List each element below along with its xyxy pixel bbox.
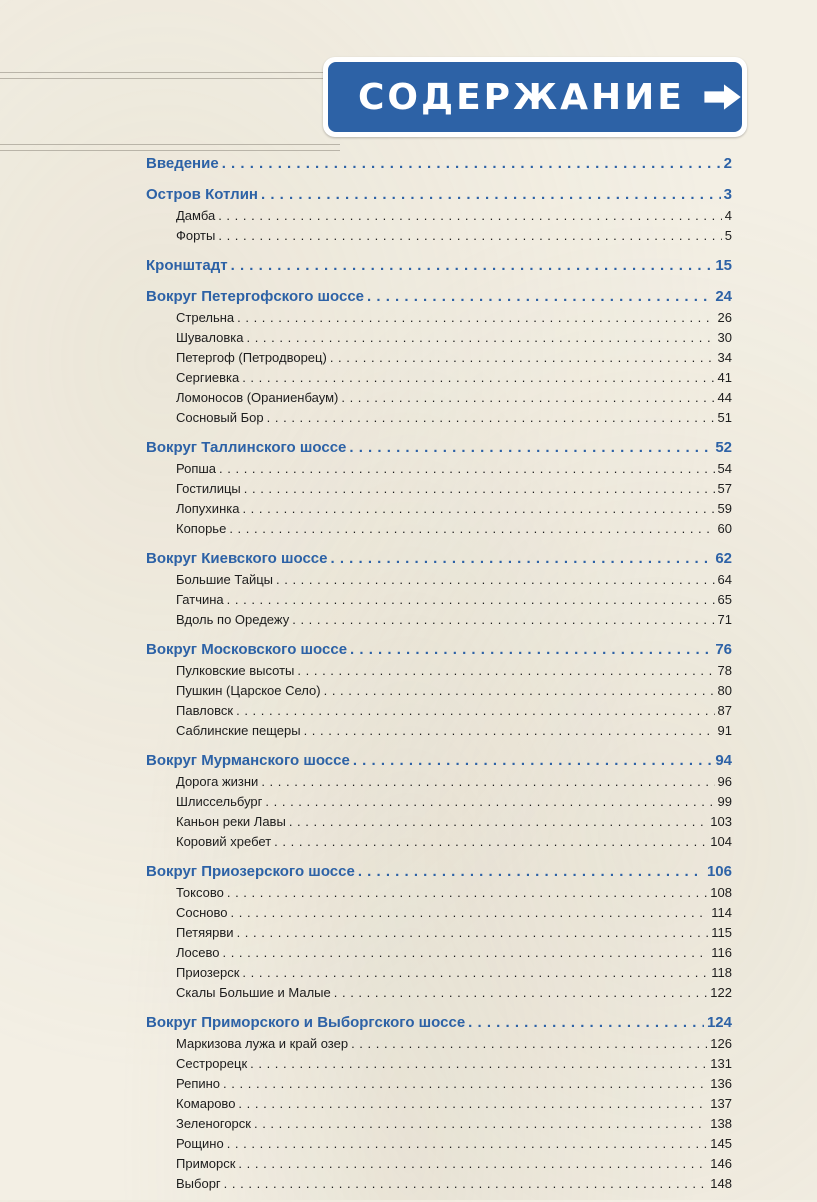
toc-entry[interactable]: [146, 408, 732, 428]
dot-leader: [231, 254, 713, 277]
dot-leader: [292, 610, 714, 630]
dot-leader: [350, 638, 712, 661]
toc-entry[interactable]: [146, 1074, 732, 1094]
toc-entry[interactable]: [146, 519, 732, 539]
section-page-number: 124: [706, 1014, 732, 1031]
entry-title: Саблинские пещеры: [176, 723, 301, 738]
entry-page-number: 5: [724, 228, 732, 243]
entry-page-number: 103: [710, 814, 732, 829]
dot-leader: [238, 1094, 707, 1114]
toc-section: [146, 860, 732, 1003]
dot-leader: [224, 1174, 708, 1194]
entry-page-number: 65: [717, 592, 732, 607]
dot-leader: [238, 1154, 707, 1174]
toc-entry[interactable]: [146, 1154, 732, 1174]
entry-page-number: 104: [710, 834, 732, 849]
toc-entry[interactable]: [146, 348, 732, 368]
entry-title: Дамба: [176, 208, 216, 223]
entry-page-number: 57: [717, 481, 732, 496]
toc-entry[interactable]: [146, 308, 732, 328]
toc-section: [146, 547, 732, 630]
dot-leader: [367, 285, 712, 308]
entry-page-number: 122: [710, 985, 732, 1000]
entry-page-number: 108: [710, 885, 732, 900]
toc-section: [146, 436, 732, 539]
dot-leader: [242, 499, 714, 519]
entry-page-number: 138: [710, 1116, 732, 1131]
toc-section-heading[interactable]: [146, 638, 732, 661]
entry-title: Шуваловка: [176, 330, 244, 345]
entry-title: Лосево: [176, 945, 220, 960]
entry-page-number: 118: [711, 965, 732, 980]
toc-entry[interactable]: [146, 721, 732, 741]
dot-leader: [297, 661, 714, 681]
dot-leader: [227, 1134, 708, 1154]
dot-leader: [274, 832, 707, 852]
section-page-number: 2: [723, 155, 732, 172]
toc-entry[interactable]: [146, 772, 732, 792]
toc-entry[interactable]: [146, 812, 732, 832]
toc-section-heading[interactable]: [146, 183, 732, 206]
toc-section-heading[interactable]: [146, 152, 732, 175]
section-title: Вокруг Петергофского шоссе: [146, 288, 365, 305]
entry-title: Форты: [176, 228, 216, 243]
dot-leader: [261, 772, 714, 792]
section-title: Вокруг Приозерского шоссе: [146, 863, 355, 880]
toc-section-heading[interactable]: [146, 254, 732, 277]
contents-sign: [323, 57, 747, 137]
entry-title: Токсово: [176, 885, 224, 900]
toc-section-heading[interactable]: [146, 860, 732, 883]
toc-entry[interactable]: [146, 701, 732, 721]
entry-page-number: 145: [710, 1136, 732, 1151]
entry-page-number: 131: [710, 1056, 732, 1071]
toc-entry[interactable]: [146, 943, 732, 963]
dot-leader: [250, 1054, 707, 1074]
dot-leader: [246, 328, 714, 348]
dot-leader: [324, 681, 715, 701]
dot-leader: [334, 983, 708, 1003]
entry-title: Гостилицы: [176, 481, 241, 496]
entry-page-number: 146: [710, 1156, 732, 1171]
dot-leader: [218, 226, 721, 246]
entry-title: Шлиссельбург: [176, 794, 263, 809]
entry-title: Приморск: [176, 1156, 236, 1171]
entry-title: Гатчина: [176, 592, 224, 607]
dot-leader: [236, 701, 714, 721]
dot-leader: [358, 860, 704, 883]
dot-leader: [267, 408, 715, 428]
entry-page-number: 148: [710, 1176, 732, 1191]
entry-title: Сестрорецк: [176, 1056, 248, 1071]
dot-leader: [289, 812, 707, 832]
toc-entry[interactable]: [146, 1134, 732, 1154]
entry-title: Сосновый Бор: [176, 410, 264, 425]
entry-title: Рощино: [176, 1136, 224, 1151]
toc-entry[interactable]: [146, 681, 732, 701]
toc-entry[interactable]: [146, 610, 732, 630]
section-page-number: 24: [715, 288, 732, 305]
section-title: Вокруг Таллинского шоссе: [146, 439, 347, 456]
section-title: Вокруг Киевского шоссе: [146, 550, 328, 567]
entry-title: Ломоносов (Ораниенбаум): [176, 390, 339, 405]
entry-page-number: 4: [724, 208, 732, 223]
toc-entry[interactable]: [146, 459, 732, 479]
entry-page-number: 91: [717, 723, 732, 738]
dot-leader: [242, 368, 714, 388]
dot-leader: [261, 183, 721, 206]
dot-leader: [219, 459, 715, 479]
entry-page-number: 41: [717, 370, 732, 385]
entry-title: Комарово: [176, 1096, 236, 1111]
entry-page-number: 60: [717, 521, 732, 536]
entry-title: Дорога жизни: [176, 774, 259, 789]
entry-title: Каньон реки Лавы: [176, 814, 286, 829]
entry-page-number: 71: [717, 612, 732, 627]
dot-leader: [265, 792, 714, 812]
toc-section: [146, 183, 732, 246]
dot-leader: [227, 883, 707, 903]
dot-leader: [353, 749, 712, 772]
dot-leader: [223, 1074, 707, 1094]
dot-leader: [349, 436, 712, 459]
toc-entry[interactable]: [146, 499, 732, 519]
toc-entry[interactable]: [146, 368, 732, 388]
sign-plate: [328, 62, 742, 132]
entry-title: Павловск: [176, 703, 234, 718]
section-title: Введение: [146, 155, 219, 172]
toc-entry[interactable]: [146, 661, 732, 681]
dot-leader: [222, 943, 708, 963]
section-page-number: 106: [706, 863, 732, 880]
toc-section-heading[interactable]: [146, 1011, 732, 1034]
entry-title: Сосново: [176, 905, 228, 920]
entry-page-number: 78: [717, 663, 732, 678]
toc-section-heading[interactable]: [146, 436, 732, 459]
entry-page-number: 26: [717, 310, 732, 325]
section-page-number: 3: [723, 186, 732, 203]
section-title: Вокруг Мурманского шоссе: [146, 752, 350, 769]
entry-title: Вдоль по Оредежу: [176, 612, 290, 627]
toc-entry[interactable]: [146, 1174, 732, 1194]
toc-section: [146, 152, 732, 175]
entry-title: Коровий хребет: [176, 834, 272, 849]
toc-entry[interactable]: [146, 206, 732, 226]
entry-title: Стрельна: [176, 310, 235, 325]
toc-entry[interactable]: [146, 328, 732, 348]
entry-page-number: 96: [717, 774, 732, 789]
dot-leader: [330, 348, 715, 368]
entry-page-number: 136: [710, 1076, 732, 1091]
dot-leader: [218, 206, 722, 226]
section-title: Остров Котлин: [146, 186, 258, 203]
section-page-number: 76: [715, 641, 732, 658]
dot-leader: [468, 1011, 704, 1034]
dot-leader: [237, 923, 709, 943]
entry-page-number: 59: [717, 501, 732, 516]
entry-page-number: 80: [717, 683, 732, 698]
entry-title: Пулковские высоты: [176, 663, 295, 678]
entry-page-number: 44: [717, 390, 732, 405]
entry-title: Сергиевка: [176, 370, 240, 385]
entry-page-number: 99: [717, 794, 732, 809]
section-title: Кронштадт: [146, 257, 228, 274]
entry-page-number: 54: [717, 461, 732, 476]
toc-section-heading[interactable]: [146, 285, 732, 308]
section-page-number: 15: [715, 257, 732, 274]
toc-entry[interactable]: [146, 963, 732, 983]
dot-leader: [237, 308, 714, 328]
arrow-right-icon: [703, 77, 742, 117]
section-title: Вокруг Приморского и Выборгского шоссе: [146, 1014, 466, 1031]
entry-page-number: 87: [717, 703, 732, 718]
toc-entry[interactable]: [146, 570, 732, 590]
toc-section-heading[interactable]: [146, 547, 732, 570]
entry-title: Большие Тайцы: [176, 572, 274, 587]
toc-section-heading[interactable]: [146, 749, 732, 772]
entry-title: Лопухинка: [176, 501, 240, 516]
toc-section: [146, 749, 732, 852]
page-title: СОДЕРЖАНИЕ: [358, 76, 685, 118]
dot-leader: [276, 570, 715, 590]
dot-leader: [341, 388, 714, 408]
dot-leader: [227, 590, 715, 610]
entry-page-number: 116: [711, 945, 732, 960]
toc-entry[interactable]: [146, 226, 732, 246]
toc-entry[interactable]: [146, 903, 732, 923]
dot-leader: [244, 479, 715, 499]
entry-page-number: 126: [710, 1036, 732, 1051]
toc-entry[interactable]: [146, 983, 732, 1003]
entry-page-number: 137: [710, 1096, 732, 1111]
entry-title: Приозерск: [176, 965, 240, 980]
entry-title: Скалы Большие и Малые: [176, 985, 331, 1000]
entry-title: Выборг: [176, 1176, 221, 1191]
toc-entry[interactable]: [146, 590, 732, 610]
entry-title: Ропша: [176, 461, 217, 476]
toc-entry[interactable]: [146, 1054, 732, 1074]
entry-page-number: 51: [717, 410, 732, 425]
toc-entry[interactable]: [146, 1034, 732, 1054]
toc-section: [146, 285, 732, 428]
toc-section: [146, 638, 732, 741]
dot-leader: [231, 903, 709, 923]
entry-title: Петяярви: [176, 925, 234, 940]
toc-entry[interactable]: [146, 923, 732, 943]
dot-leader: [330, 547, 712, 570]
entry-title: Репино: [176, 1076, 221, 1091]
entry-title: Зеленогорск: [176, 1116, 251, 1131]
dot-leader: [242, 963, 708, 983]
toc-section: [146, 1011, 732, 1194]
toc-entry[interactable]: [146, 1114, 732, 1134]
entry-title: Пушкин (Царское Село): [176, 683, 321, 698]
dot-leader: [254, 1114, 707, 1134]
entry-title: Маркизова лужа и край озер: [176, 1036, 349, 1051]
section-title: Вокруг Московского шоссе: [146, 641, 348, 658]
section-page-number: 62: [715, 550, 732, 567]
entry-page-number: 64: [717, 572, 732, 587]
dot-leader: [229, 519, 714, 539]
decorative-lines: [0, 62, 340, 152]
entry-page-number: 30: [717, 330, 732, 345]
toc-entry[interactable]: [146, 388, 732, 408]
entry-title: Копорье: [176, 521, 227, 536]
toc-entry[interactable]: [146, 883, 732, 903]
toc-entry[interactable]: [146, 1094, 732, 1114]
dot-leader: [222, 152, 721, 175]
toc-entry[interactable]: [146, 832, 732, 852]
entry-page-number: 115: [711, 925, 732, 940]
entry-title: Петергоф (Петродворец): [176, 350, 327, 365]
toc-section: [146, 254, 732, 277]
entry-page-number: 34: [717, 350, 732, 365]
section-page-number: 52: [715, 439, 732, 456]
toc-entry[interactable]: [146, 792, 732, 812]
dot-leader: [351, 1034, 707, 1054]
table-of-contents: [146, 152, 732, 1202]
section-page-number: 94: [715, 752, 732, 769]
toc-entry[interactable]: [146, 479, 732, 499]
entry-page-number: 114: [711, 905, 732, 920]
dot-leader: [304, 721, 715, 741]
